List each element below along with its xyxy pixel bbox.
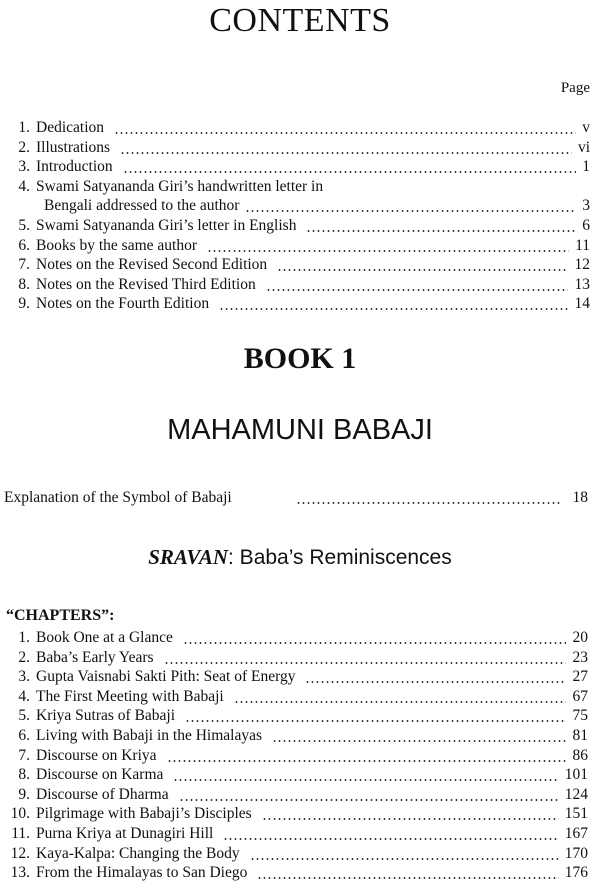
- leader-dots: [120, 152, 572, 154]
- front-matter-title: Notes on the Revised Third Edition: [36, 275, 260, 295]
- chapter-number: 3.: [18, 668, 30, 686]
- explanation-page: 18: [572, 489, 588, 506]
- front-matter-page-number: 12: [574, 256, 590, 274]
- chapter-entry: [8, 687, 588, 707]
- chapter-entry: [8, 804, 588, 824]
- chapter-entry: [8, 863, 588, 883]
- chapter-number: 6.: [18, 727, 30, 744]
- leader-dots: [167, 760, 566, 762]
- front-matter-title: Swami Satyananda Giri’s letter in English: [36, 216, 300, 236]
- page-title: CONTENTS: [209, 2, 391, 39]
- chapters-heading: “CHAPTERS”:: [6, 607, 115, 624]
- front-matter-number: 6.: [18, 236, 30, 254]
- chapter-entry: [8, 785, 588, 805]
- front-matter-page-number: 11: [575, 236, 590, 254]
- front-matter-number: 9.: [18, 295, 30, 313]
- chapter-page-number: 27: [572, 668, 588, 686]
- chapter-entry: [8, 667, 588, 687]
- front-matter-page-number: 6: [582, 217, 590, 234]
- front-matter-page-number: 14: [574, 295, 590, 313]
- chapter-title: Kaya-Kalpa: Changing the Body: [36, 844, 244, 864]
- front-matter-number: 1.: [18, 119, 30, 136]
- leader-dots: [183, 642, 566, 644]
- chapter-title: The First Meeting with Babaji: [36, 687, 228, 707]
- front-matter-page-number: 13: [574, 275, 590, 293]
- front-matter-number: 4.: [18, 177, 30, 195]
- book-heading: BOOK 1: [243, 342, 357, 375]
- leader-dots: [272, 740, 566, 742]
- front-matter-number: 8.: [18, 275, 30, 293]
- front-matter-page-number: v: [582, 119, 590, 136]
- leader-dots: [123, 171, 576, 173]
- chapter-page-number: 81: [572, 727, 588, 744]
- chapter-page-number: 75: [572, 707, 588, 725]
- explanation-entry: [4, 488, 588, 508]
- front-matter-entry: [8, 138, 590, 158]
- leader-dots: [173, 779, 559, 781]
- chapter-page-number: 167: [564, 825, 588, 842]
- front-matter-entry: [8, 157, 590, 177]
- chapter-title: Discourse of Dharma: [36, 785, 173, 805]
- front-matter-page-number: vi: [577, 138, 590, 156]
- chapter-title: Discourse on Karma: [36, 765, 167, 785]
- leader-dots: [223, 838, 559, 840]
- chapter-number: 13.: [10, 864, 30, 882]
- chapter-title: Pilgrimage with Babaji’s Disciples: [36, 804, 256, 824]
- front-matter-entry: [8, 255, 590, 275]
- front-matter-title: Notes on the Revised Second Edition: [36, 255, 271, 275]
- section-emphasis: SRAVAN: [148, 545, 229, 569]
- chapter-number: 11.: [11, 825, 30, 842]
- front-matter-page-number: 1: [582, 158, 590, 176]
- front-matter-entry: [8, 216, 590, 236]
- chapter-page-number: 176: [564, 864, 588, 882]
- front-matter-title: Illustrations: [36, 138, 114, 158]
- chapter-page-number: 124: [564, 785, 588, 803]
- chapter-number: 9.: [18, 785, 30, 803]
- front-matter-number: 2.: [18, 138, 30, 156]
- leader-dots: [164, 662, 566, 664]
- chapter-number: 5.: [18, 707, 30, 725]
- leader-dots: [250, 858, 559, 860]
- chapter-number: 7.: [18, 746, 30, 764]
- chapter-title: Gupta Vaisnabi Sakti Pith: Seat of Energy: [36, 667, 299, 687]
- chapter-number: 10.: [10, 805, 30, 823]
- leader-dots: [179, 799, 559, 801]
- chapter-title: Book One at a Glance: [36, 628, 177, 648]
- leader-dots: [266, 289, 568, 291]
- front-matter-title: Notes on the Fourth Edition: [36, 294, 213, 314]
- leader-dots: [277, 269, 568, 271]
- leader-dots: [234, 701, 566, 703]
- chapter-page-number: 151: [564, 805, 588, 823]
- chapter-page-number: 101: [564, 766, 588, 784]
- front-matter-title-continuation: Bengali addressed to the author: [44, 197, 240, 215]
- leader-dots: [114, 132, 576, 134]
- chapter-title: Discourse on Kriya: [36, 746, 161, 766]
- front-matter-title: Swami Satyananda Giri’s handwritten letter in: [36, 177, 327, 197]
- chapter-entry: [8, 765, 588, 785]
- chapter-page-number: 170: [564, 844, 588, 862]
- chapter-entry: [8, 824, 588, 844]
- chapter-title: Living with Babaji in the Himalayas: [36, 726, 266, 746]
- chapter-entry: [8, 726, 588, 746]
- chapter-page-number: 20: [572, 629, 588, 646]
- explanation-text: Explanation of the Symbol of Babaji: [4, 488, 236, 508]
- front-matter-number: 5.: [18, 217, 30, 234]
- chapter-page-number: 86: [572, 746, 588, 764]
- chapter-number: 12.: [10, 844, 30, 862]
- chapter-number: 2.: [18, 648, 30, 666]
- chapter-entry: [8, 844, 588, 864]
- front-matter-title: Dedication: [36, 118, 108, 138]
- section-heading: [0, 545, 600, 570]
- front-matter-entry: [8, 294, 590, 314]
- front-matter-page-number: 3: [582, 197, 590, 215]
- book-subtitle: MAHAMUNI BABAJI: [167, 414, 433, 446]
- leader-dots: [305, 681, 566, 683]
- chapter-entry: [8, 706, 588, 726]
- front-matter-entry: [8, 236, 590, 256]
- chapter-title: Purna Kriya at Dunagiri Hill: [36, 824, 217, 844]
- leader-dots: [207, 250, 569, 252]
- front-matter-entry: [8, 275, 590, 295]
- chapter-page-number: 23: [572, 648, 588, 666]
- chapter-entry: [8, 628, 588, 648]
- leader-dots: [245, 210, 576, 212]
- front-matter-entry: [8, 177, 590, 215]
- chapter-title: Kriya Sutras of Babaji: [36, 706, 179, 726]
- chapter-number: 1.: [18, 629, 30, 646]
- front-matter-title: Introduction: [36, 157, 117, 177]
- front-matter-title: Books by the same author: [36, 236, 201, 256]
- front-matter-entry: [8, 118, 590, 138]
- section-rest: : Baba’s Reminiscences: [228, 546, 452, 569]
- chapter-entry: [8, 746, 588, 766]
- leader-dots: [296, 502, 562, 504]
- leader-dots: [219, 308, 568, 310]
- chapter-number: 4.: [18, 687, 30, 705]
- chapter-title: From the Himalayas to San Diego: [36, 863, 251, 883]
- chapter-entry: [8, 648, 588, 668]
- front-matter-number: 7.: [18, 256, 30, 274]
- chapter-title: Baba’s Early Years: [36, 648, 158, 668]
- leader-dots: [257, 877, 559, 879]
- leader-dots: [262, 818, 559, 820]
- chapter-number: 8.: [18, 766, 30, 784]
- leader-dots: [306, 230, 576, 232]
- front-matter-number: 3.: [18, 158, 30, 176]
- page-column-header: Page: [560, 80, 590, 96]
- chapter-page-number: 67: [572, 687, 588, 705]
- leader-dots: [185, 720, 566, 722]
